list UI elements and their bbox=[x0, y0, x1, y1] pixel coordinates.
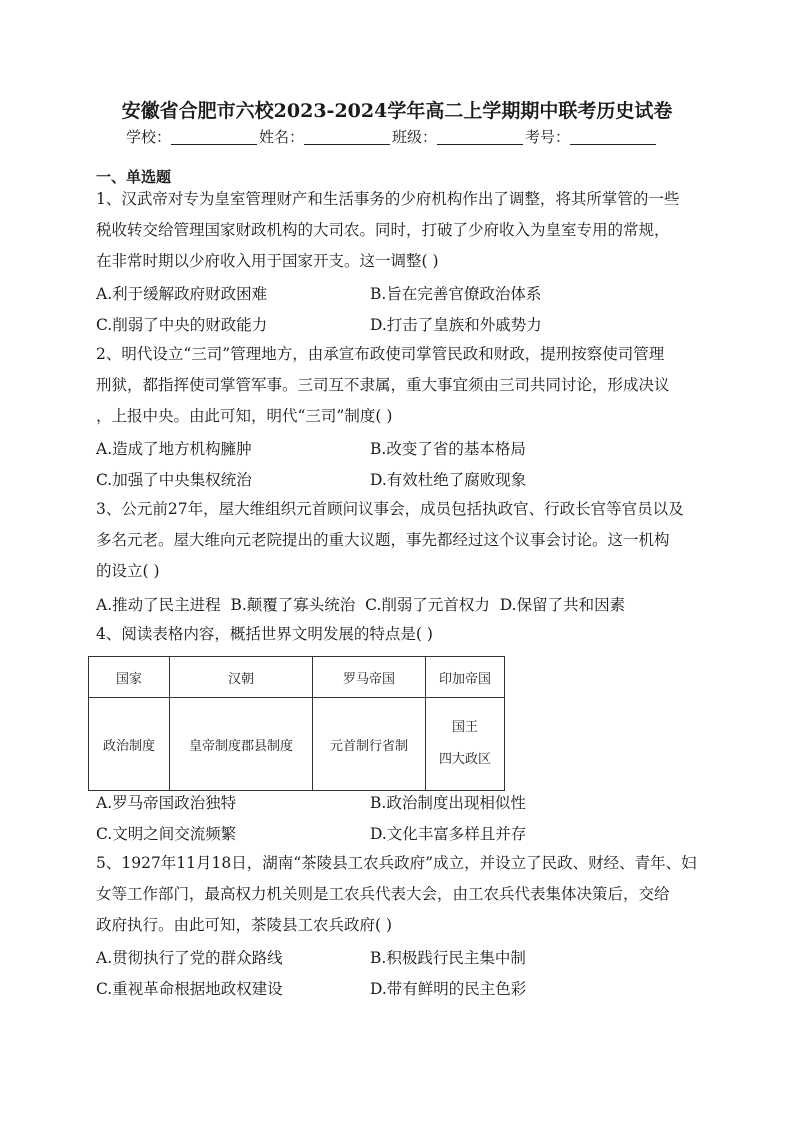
question-1-option-b[interactable]: B.旨在完善官僚政治体系 bbox=[370, 285, 542, 303]
question-4-line: 4、阅读表格内容，概括世界文明发展的特点是( ) bbox=[96, 625, 433, 643]
table-header-cell: 印加帝国 bbox=[426, 657, 505, 698]
school-label: 学校： bbox=[126, 128, 172, 146]
table-header-row bbox=[89, 657, 505, 698]
table-row bbox=[89, 698, 505, 791]
school-blank[interactable] bbox=[171, 129, 257, 145]
question-4-stem bbox=[96, 619, 700, 650]
number-label: 考号： bbox=[525, 128, 571, 146]
question-3-line: 多名元老。屋大维向元老院提出的重大议题，事先都经过这个议事会讨论。这一机构 bbox=[96, 531, 670, 549]
class-blank[interactable] bbox=[437, 129, 523, 145]
class-label: 班级： bbox=[392, 128, 438, 146]
question-3-line: 的设立( ) bbox=[96, 562, 160, 580]
number-blank[interactable] bbox=[570, 129, 656, 145]
question-2-line: ，上报中央。由此可知，明代“三司”制度( ) bbox=[96, 407, 393, 425]
page-title: 安徽省合肥市六校2023-2024学年高二上学期期中联考历史试卷 bbox=[121, 100, 673, 122]
question-2-option-d[interactable]: D.有效杜绝了腐败现象 bbox=[370, 471, 527, 489]
name-blank[interactable] bbox=[304, 129, 390, 145]
table-header-cell: 国家 bbox=[89, 657, 170, 698]
question-3-line: 3、公元前27年，屋大维组织元首顾问议事会，成员包括执政官、行政长官等官员以及 bbox=[96, 500, 684, 518]
question-1-option-d[interactable]: D.打击了皇族和外戚势力 bbox=[370, 316, 542, 334]
question-2-stem bbox=[96, 339, 700, 432]
question-2-option-a[interactable]: A.造成了地方机构臃肿 bbox=[96, 440, 252, 458]
question-5-line: 女等工作部门，最高权力机关则是工农兵代表大会，由工农兵代表集体决策后，交给 bbox=[96, 885, 670, 903]
question-1-line: 在非常时期以少府收入用于国家开支。这一调整( ) bbox=[96, 252, 439, 270]
table-cell: 元首制行省制 bbox=[313, 698, 426, 791]
question-5-line: 5、1927年11月18日，湖南“茶陵县工农兵政府”成立，并设立了民政、财经、青年、妇 bbox=[96, 854, 697, 872]
section-heading: 一、单选题 bbox=[96, 168, 172, 186]
table-cell-line: 国王 bbox=[451, 720, 478, 735]
question-3-stem bbox=[96, 494, 700, 587]
question-1-stem bbox=[96, 184, 700, 277]
question-3-option-d[interactable]: D.保留了共和因素 bbox=[499, 596, 626, 614]
table-cell: 皇帝制度郡县制度 bbox=[170, 698, 313, 791]
question-5-option-c[interactable]: C.重视革命根据地政权建设 bbox=[96, 980, 283, 998]
question-5-option-a[interactable]: A.贯彻执行了党的群众路线 bbox=[96, 949, 283, 967]
question-5-option-b[interactable]: B.积极践行民主集中制 bbox=[370, 949, 526, 967]
table-header-cell: 罗马帝国 bbox=[313, 657, 426, 698]
question-2-line: 刑狱，都指挥使司掌管军事。三司互不隶属，重大事宜须由三司共同讨论，形成决议 bbox=[96, 376, 670, 394]
question-5-line: 政府执行。由此可知，茶陵县工农兵政府( ) bbox=[96, 916, 393, 934]
question-5-stem bbox=[96, 848, 700, 941]
comparison-table bbox=[88, 656, 505, 791]
question-3-option-c[interactable]: C.削弱了元首权力 bbox=[365, 596, 490, 614]
question-4-option-b[interactable]: B.政治制度出现相似性 bbox=[370, 794, 526, 812]
question-3-option-b[interactable]: B.颠覆了寡头统治 bbox=[230, 596, 356, 614]
table-cell: 政治制度 bbox=[89, 698, 170, 791]
question-1-option-a[interactable]: A.利于缓解政府财政困难 bbox=[96, 285, 268, 303]
question-4-option-a[interactable]: A.罗马帝国政治独特 bbox=[96, 794, 237, 812]
student-info-line bbox=[126, 126, 686, 147]
question-1-line: 1、汉武帝对专为皇室管理财产和生活事务的少府机构作出了调整，将其所掌管的一些 bbox=[96, 190, 680, 208]
question-3-option-a[interactable]: A.推动了民主进程 bbox=[96, 596, 221, 614]
question-4-option-c[interactable]: C.文明之间交流频繁 bbox=[96, 825, 237, 843]
question-2-line: 2、明代设立“三司”管理地方，由承宣布政使司掌管民政和财政，提刑按察使司管理 bbox=[96, 345, 665, 363]
question-2-option-b[interactable]: B.改变了省的基本格局 bbox=[370, 440, 526, 458]
question-4-option-d[interactable]: D.文化丰富多样且并存 bbox=[370, 825, 527, 843]
name-label: 姓名： bbox=[259, 128, 305, 146]
table-header-cell: 汉朝 bbox=[170, 657, 313, 698]
question-2-option-c[interactable]: C.加强了中央集权统治 bbox=[96, 471, 252, 489]
question-1-option-c[interactable]: C.削弱了中央的财政能力 bbox=[96, 316, 268, 334]
table-cell-line: 四大政区 bbox=[438, 752, 491, 767]
question-3-options bbox=[96, 593, 625, 615]
table-cell bbox=[426, 698, 505, 791]
question-5-option-d[interactable]: D.带有鲜明的民主色彩 bbox=[370, 980, 527, 998]
question-1-line: 税收转交给管理国家财政机构的大司农。同时，打破了少府收入为皇室专用的常规， bbox=[96, 221, 670, 239]
